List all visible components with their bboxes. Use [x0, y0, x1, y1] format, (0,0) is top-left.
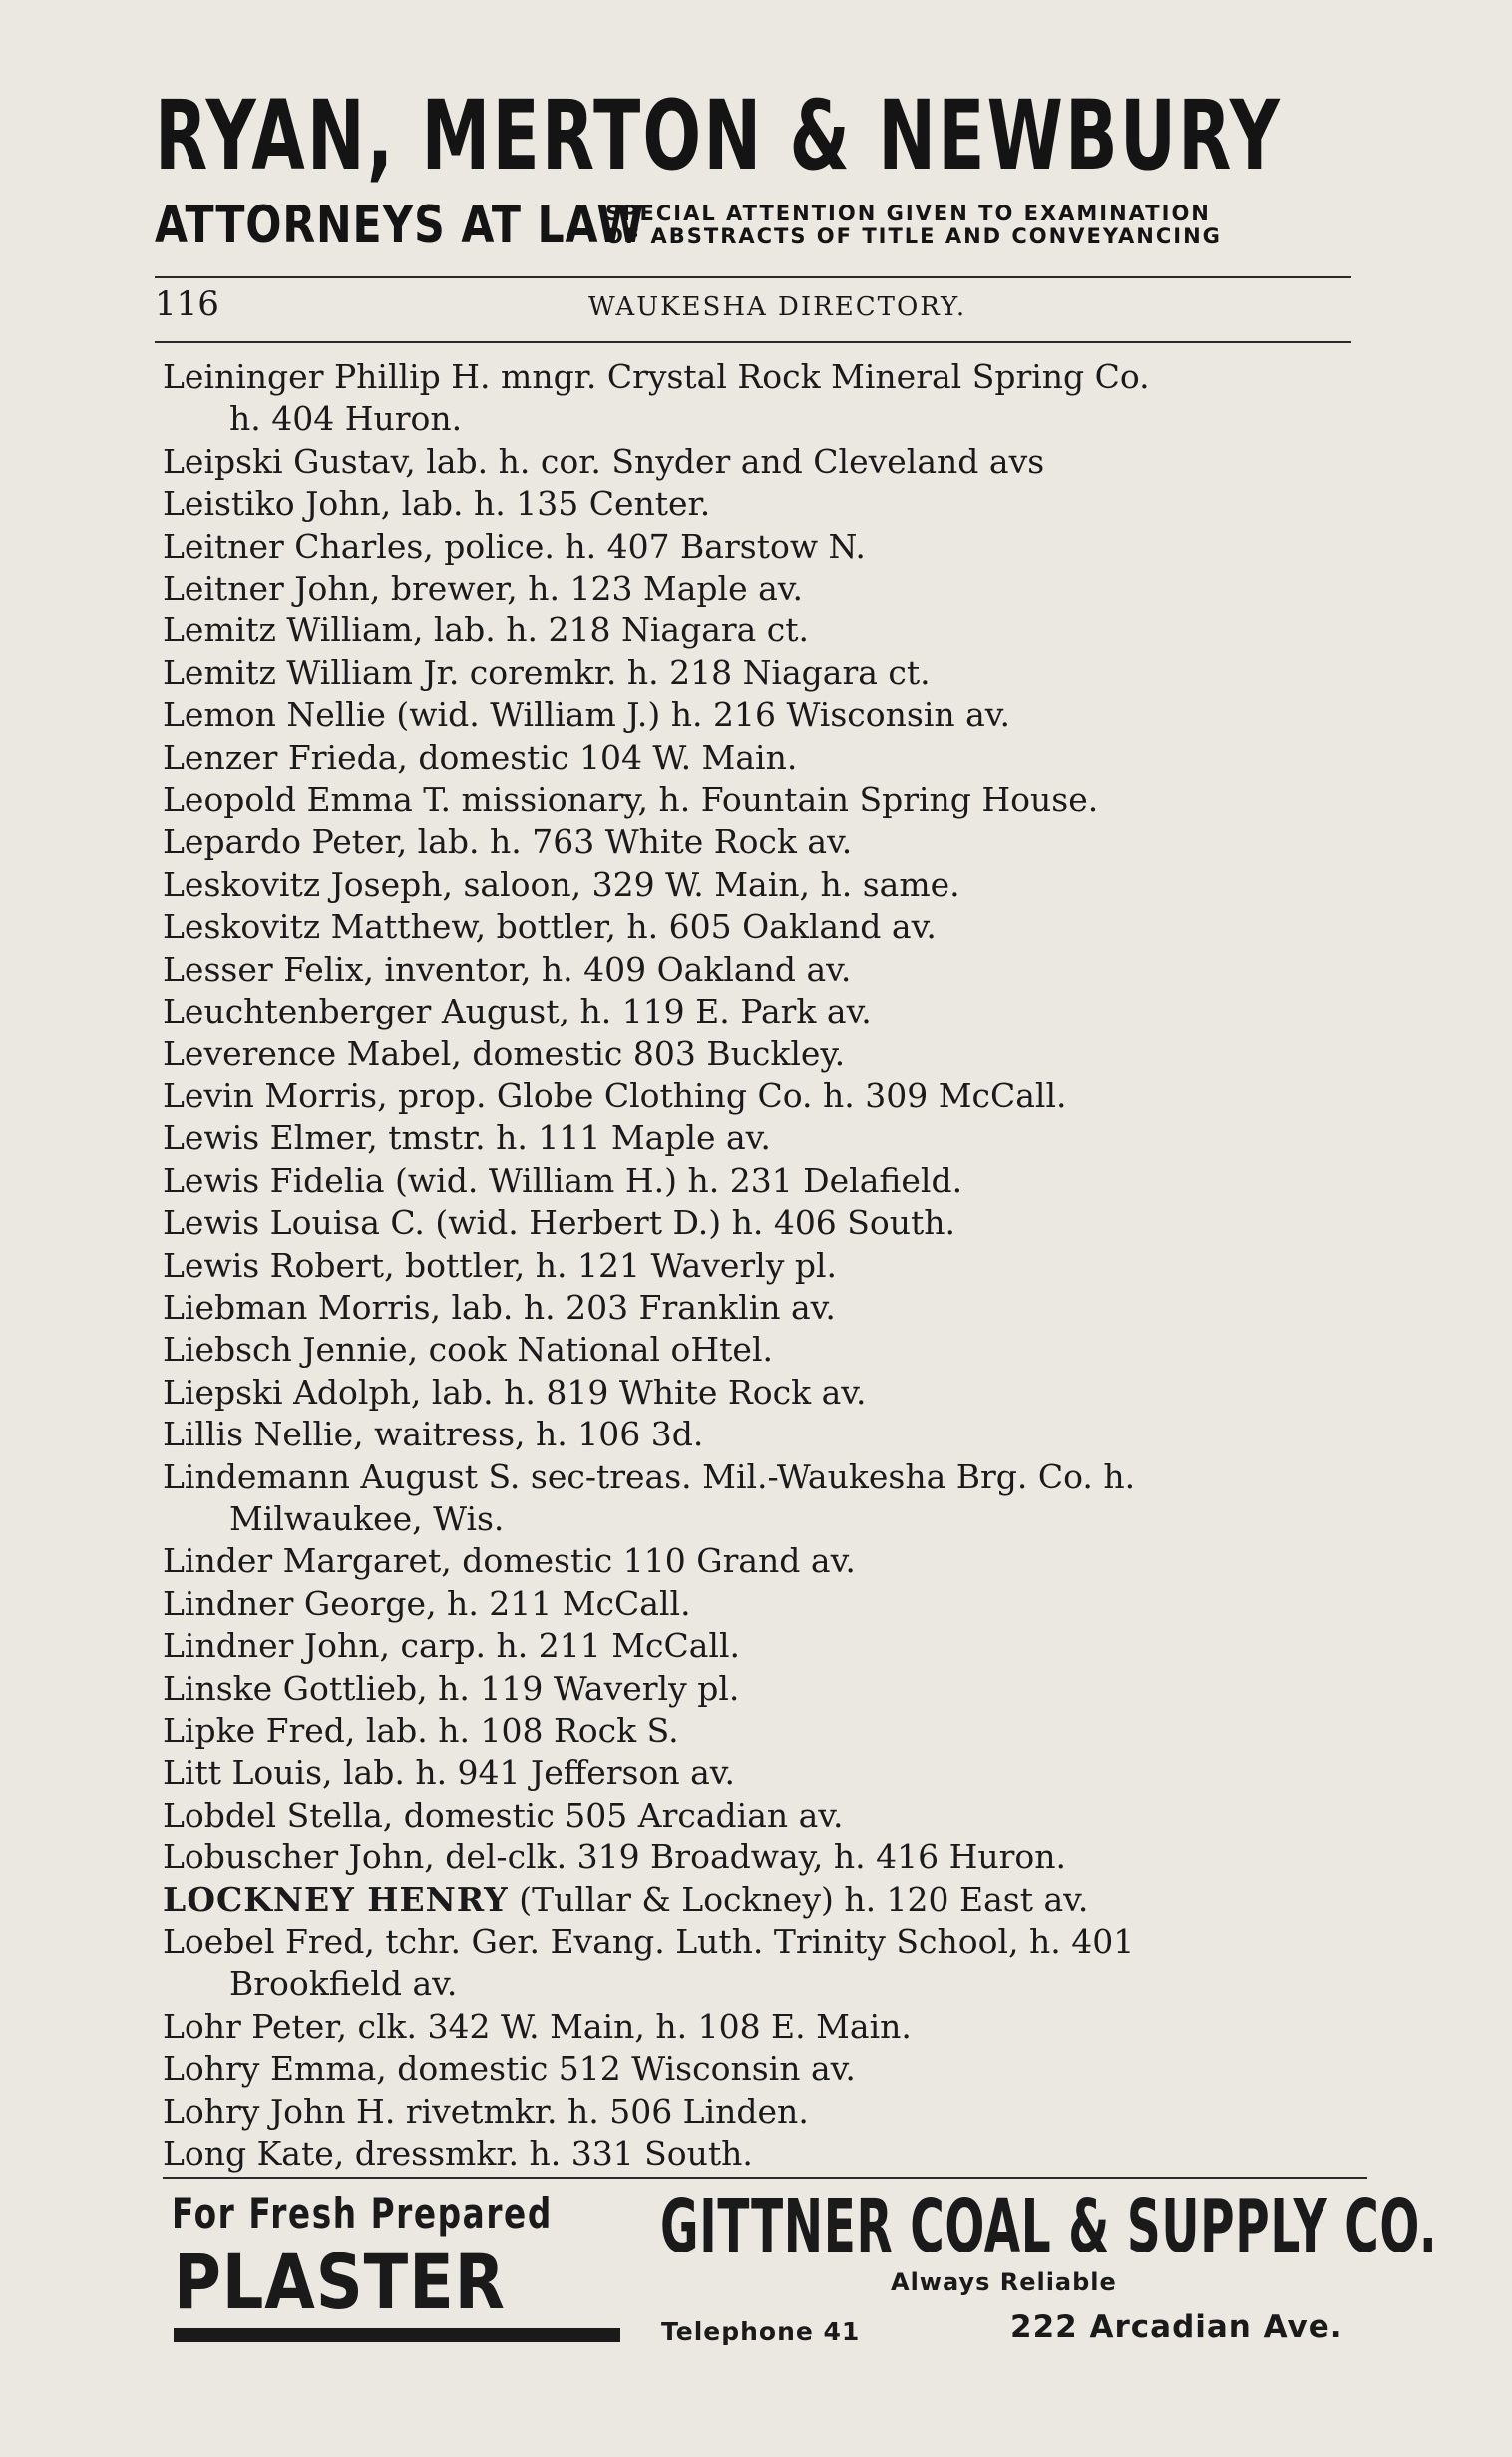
directory-entry-body: Lohry John H. rivetmkr. h. 506 Linden. — [163, 2091, 809, 2131]
directory-entry — [163, 526, 1379, 568]
directory-entry-text — [163, 865, 960, 904]
directory-entry-body: Lobuscher John, del-clk. 319 Broadway, h. 416 Huron. — [163, 1838, 1067, 1877]
header-ad-note — [605, 203, 1222, 248]
directory-entry — [163, 1540, 1379, 1582]
directory-entry-text — [163, 2134, 753, 2173]
directory-entry-text — [163, 1626, 740, 1665]
directory-entry-body: Litt Louis, lab. h. 941 Jefferson av. — [163, 1753, 735, 1793]
directory-entry-text — [163, 1880, 1088, 1919]
directory-entry-body: Lemitz William, lab. h. 218 Niagara ct. — [163, 611, 810, 650]
directory-entry — [163, 1202, 1379, 1244]
directory-entry-body: Lindner John, carp. h. 211 McCall. — [163, 1626, 741, 1666]
directory-entry-body: Lohr Peter, clk. 342 W. Main, h. 108 E. Main. — [163, 2006, 912, 2046]
directory-entry-body: Lemitz William Jr. coremkr. h. 218 Niagara ct. — [163, 652, 931, 692]
directory-entry-text — [163, 1076, 1067, 1115]
directory-entry — [163, 2133, 1379, 2175]
directory-entry-text — [163, 653, 931, 692]
directory-entry-continuation: Milwaukee, Wis. — [229, 1498, 505, 1538]
directory-entry-text — [163, 569, 803, 608]
directory-entry-body: Leitner John, brewer, h. 123 Maple av. — [163, 569, 803, 609]
directory-entry-body: Lewis Elmer, tmstr. h. 111 Maple av. — [163, 1118, 771, 1158]
directory-entry-name-bold: LOCKNEY HENRY — [163, 1879, 509, 1919]
directory-entry — [163, 737, 1379, 779]
directory-entry-body: Lemon Nellie (wid. William J.) h. 216 Wisconsin av. — [163, 695, 1011, 735]
directory-entry-text — [163, 695, 1010, 734]
directory-entry-body: Linder Margaret, domestic 110 Grand av. — [163, 1541, 856, 1581]
footer-ad-company: GITTNER COAL & SUPPLY CO. — [660, 2184, 1438, 2269]
header-rule — [155, 276, 1351, 278]
directory-entry-text — [163, 1203, 955, 1242]
directory-entry-body: Lohry Emma, domestic 512 Wisconsin av. — [163, 2049, 856, 2089]
directory-entry-continuation: Brookfield av. — [229, 1964, 458, 2004]
directory-entry-body: Liebman Morris, lab. h. 203 Franklin av. — [163, 1287, 836, 1327]
directory-entry-body: Loebel Fred, tchr. Ger. Evang. Luth. Trinity School, h. 401 — [163, 1922, 1135, 1962]
directory-entry-body: Lewis Robert, bottler, h. 121 Waverly pl. — [163, 1245, 838, 1285]
directory-entry-text — [163, 357, 1150, 396]
directory-entry-text — [163, 780, 1098, 819]
footer-ad-telephone: Telephone 41 — [661, 2317, 861, 2346]
directory-entry — [163, 1329, 1379, 1371]
directory-entry-text — [163, 1796, 844, 1835]
directory-entry-text — [163, 992, 872, 1030]
directory-entry — [163, 991, 1379, 1032]
page-number: 116 — [155, 284, 219, 324]
running-head-rule — [155, 341, 1351, 343]
directory-entry-text — [163, 1584, 691, 1623]
directory-entry — [163, 864, 1379, 906]
directory-entry-text — [163, 611, 809, 649]
directory-entry-text — [163, 950, 851, 989]
directory-entry-text — [163, 442, 1044, 481]
directory-entry-body: Leitner Charles, police. h. 407 Barstow N. — [163, 526, 866, 566]
directory-entry-body: Lewis Louisa C. (wid. Herbert D.) h. 406 South. — [163, 1203, 956, 1243]
directory-entry — [163, 1075, 1379, 1117]
directory-entry-body: Lepardo Peter, lab. h. 763 White Rock av. — [163, 822, 853, 862]
directory-entry — [163, 1414, 1379, 1455]
footer-rule — [163, 2177, 1367, 2179]
directory-entry — [163, 1710, 1379, 1752]
directory-entry — [163, 779, 1379, 821]
directory-entry-body: Liebsch Jennie, cook National oHtel. — [163, 1330, 773, 1370]
directory-entry — [163, 441, 1379, 483]
directory-entry-text — [163, 738, 797, 777]
directory-entry — [163, 2006, 1379, 2048]
directory-entry-continuation: h. 404 Huron. — [229, 399, 463, 439]
header-ad-note-line1: SPECIAL ATTENTION GIVEN TO EXAMINATION — [605, 202, 1211, 225]
directory-entry-body: Lewis Fidelia (wid. William H.) h. 231 Delafield. — [163, 1160, 963, 1200]
directory-entry-body: Linske Gottlieb, h. 119 Waverly pl. — [163, 1668, 740, 1708]
directory-entry-text — [163, 1541, 856, 1580]
directory-entry-text — [163, 1330, 773, 1369]
directory-entry-text — [163, 484, 710, 523]
directory-entry — [163, 1752, 1379, 1794]
footer-ad-line1: For Fresh Prepared — [172, 2189, 553, 2238]
directory-entry — [163, 906, 1379, 948]
directory-entry — [163, 1287, 1379, 1329]
header-ad-firm-name: RYAN, MERTON & NEWBURY — [155, 80, 1282, 192]
directory-entry — [163, 610, 1379, 651]
directory-entry-body: Lillis Nellie, waitress, h. 106 3d. — [163, 1415, 704, 1454]
directory-entry — [163, 1837, 1379, 1878]
directory-entry — [163, 652, 1379, 694]
directory-entry-text — [163, 1288, 836, 1327]
directory-entry-body: Leuchtenberger August, h. 119 E. Park av. — [163, 992, 872, 1031]
directory-entry — [163, 1668, 1379, 1710]
footer-ad-tagline: Always Reliable — [891, 2268, 1117, 2296]
directory-entry — [163, 949, 1379, 991]
directory-entry — [163, 1921, 1379, 2006]
directory-entry-text — [163, 907, 937, 946]
directory-entry-text — [163, 2092, 809, 2131]
directory-entry — [163, 1033, 1379, 1075]
directory-entry — [163, 1117, 1379, 1159]
directory-entry — [163, 821, 1379, 863]
directory-entry — [163, 694, 1379, 736]
directory-entry-text — [163, 1034, 845, 1073]
directory-entry — [163, 1625, 1379, 1667]
directory-entry — [163, 356, 1379, 441]
directory-entry — [163, 1583, 1379, 1625]
directory-entry-text — [163, 2007, 912, 2046]
directory-entry — [163, 1372, 1379, 1414]
directory-entry-body: Lenzer Frieda, domestic 104 W. Main. — [163, 737, 798, 777]
running-head-title: WAUKESHA DIRECTORY. — [588, 292, 967, 322]
directory-entry — [163, 1795, 1379, 1837]
footer-ad-product: PLASTER — [174, 2238, 506, 2326]
directory-entry-text — [163, 1711, 679, 1750]
directory-entry-body: Long Kate, dressmkr. h. 331 South. — [163, 2134, 753, 2174]
directory-entry-text — [163, 1669, 739, 1708]
directory-entry — [163, 2091, 1379, 2133]
directory-entry-text — [163, 1753, 735, 1792]
directory-entry — [163, 1160, 1379, 1202]
directory-entry — [163, 568, 1379, 610]
footer-ad-bar — [174, 2328, 620, 2342]
directory-entry — [163, 1245, 1379, 1287]
directory-entry-body: Leopold Emma T. missionary, h. Fountain Spring House. — [163, 780, 1099, 820]
directory-entry-body: Lipke Fred, lab. h. 108 Rock S. — [163, 1711, 679, 1750]
directory-entry-text — [163, 1118, 771, 1157]
header-ad-subtitle: ATTORNEYS AT LAW — [155, 196, 645, 255]
directory-entry-body: Lobdel Stella, domestic 505 Arcadian av. — [163, 1795, 844, 1835]
directory-entry-body: Liepski Adolph, lab. h. 819 White Rock av. — [163, 1372, 867, 1412]
footer-ad-address: 222 Arcadian Ave. — [1010, 2309, 1343, 2345]
directory-entry-body: Lindemann August S. sec-treas. Mil.-Waukesha Brg. Co. h. — [163, 1456, 1136, 1496]
directory-entry-body: Leininger Phillip H. mngr. Crystal Rock Mineral Spring Co. — [163, 357, 1150, 396]
directory-entry-text — [163, 1415, 703, 1453]
directory-entry-body: Levin Morris, prop. Globe Clothing Co. h. 309 McCall. — [163, 1075, 1067, 1115]
directory-entry-text — [163, 1922, 1134, 1961]
directory-entry-body: Lindner George, h. 211 McCall. — [163, 1583, 691, 1623]
directory-entry — [163, 1879, 1379, 1921]
directory-entry-body: Leskovitz Matthew, bottler, h. 605 Oakland av. — [163, 907, 937, 947]
directory-entry-body: Leskovitz Joseph, saloon, 329 W. Main, h. same. — [163, 864, 960, 904]
directory-entry-text — [163, 1246, 837, 1285]
directory-entry-text — [163, 527, 866, 566]
directory-entry-text — [163, 1373, 866, 1412]
directory-entry-text — [163, 1457, 1135, 1496]
directory-entry-body: Lesser Felix, inventor, h. 409 Oakland av. — [163, 949, 852, 989]
directory-entry-text — [163, 1161, 962, 1200]
directory-entry-text — [163, 1838, 1066, 1876]
directory-entry-text — [163, 2049, 856, 2088]
directory-entry-text — [163, 822, 852, 861]
directory-entry-body: Leipski Gustav, lab. h. cor. Snyder and Cleveland avs — [163, 441, 1045, 481]
directory-listing — [163, 356, 1379, 2175]
header-ad-note-line2: OF ABSTRACTS OF TITLE AND CONVEYANCING — [605, 224, 1222, 248]
directory-entry-body: Leverence Mabel, domestic 803 Buckley. — [163, 1033, 846, 1073]
directory-entry — [163, 2048, 1379, 2090]
directory-entry-body: (Tullar & Lockney) h. 120 East av. — [508, 1879, 1089, 1919]
directory-entry-body: Leistiko John, lab. h. 135 Center. — [163, 484, 711, 524]
directory-entry — [163, 483, 1379, 525]
directory-entry — [163, 1456, 1379, 1541]
